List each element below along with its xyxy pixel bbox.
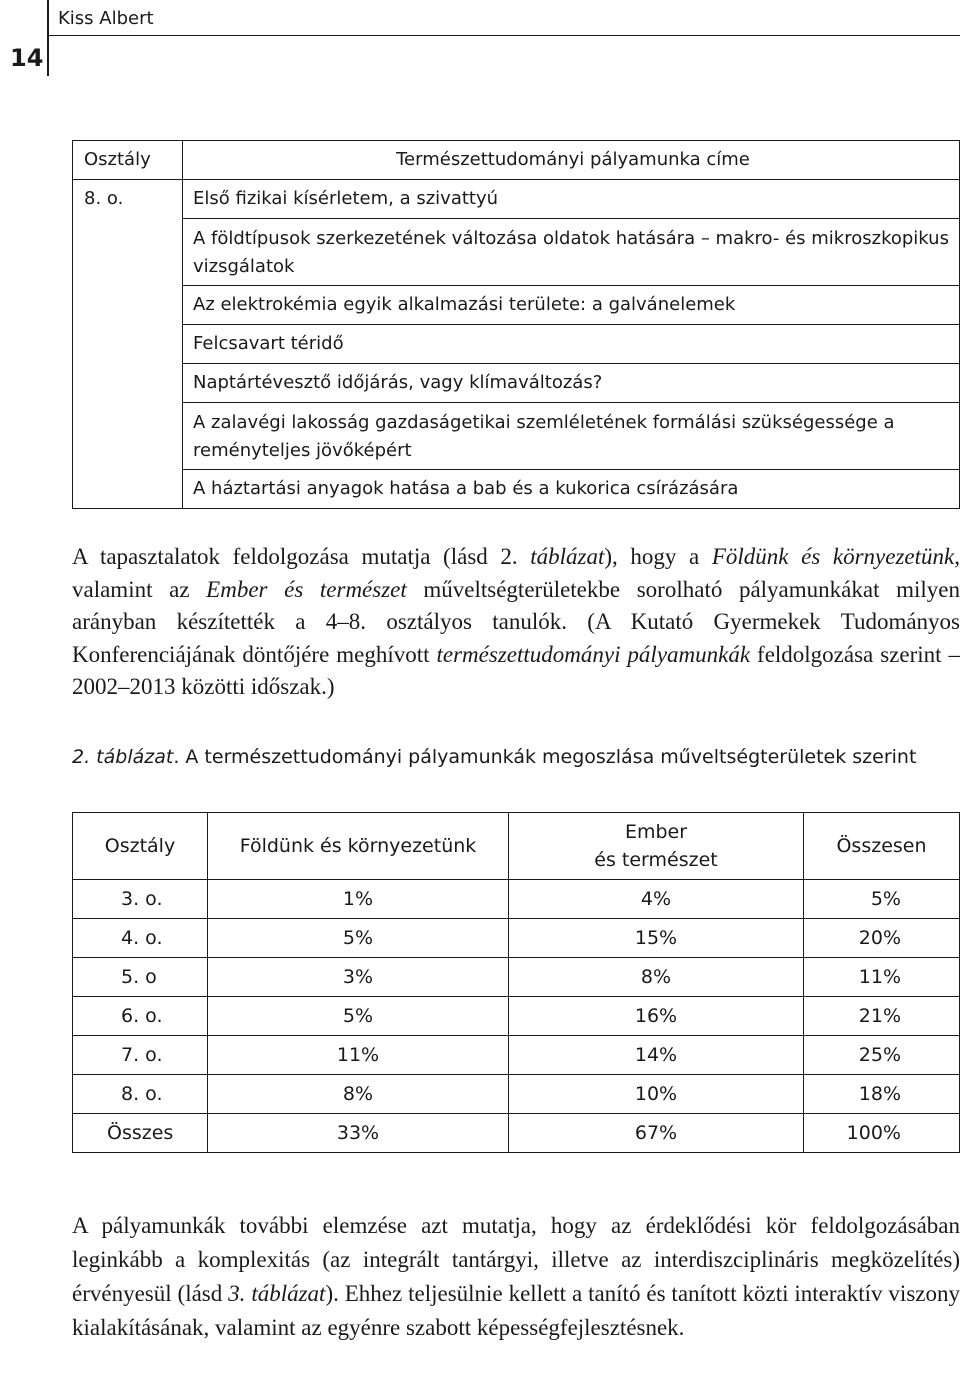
table-row bbox=[73, 1075, 960, 1114]
title-cell: Az elektrokémia egyik alkalmazási területe: a galvánelemek bbox=[183, 286, 960, 325]
earth-cell: 8% bbox=[208, 1075, 509, 1114]
table-row bbox=[73, 219, 960, 286]
running-header-author: Kiss Albert bbox=[58, 8, 154, 29]
body-paragraph-2 bbox=[72, 1209, 960, 1345]
italic-run: Földünk és környezetünk bbox=[711, 544, 955, 569]
header-horizontal-rule bbox=[47, 35, 960, 36]
total-cell: 100% bbox=[804, 1114, 960, 1153]
header-line: és természet bbox=[594, 849, 718, 871]
text-run: A tapasztalatok feldolgozása mutatja (lásd 2. bbox=[72, 544, 531, 569]
total-cell: 21% bbox=[804, 997, 960, 1036]
table-row bbox=[73, 286, 960, 325]
table-caption bbox=[72, 746, 916, 768]
table-row bbox=[73, 403, 960, 470]
header-line: Ember bbox=[624, 821, 688, 843]
earth-cell: 11% bbox=[208, 1036, 509, 1075]
table-row bbox=[73, 180, 960, 219]
total-cell: 18% bbox=[804, 1075, 960, 1114]
text-run: , valamint az bbox=[72, 544, 960, 602]
table-row bbox=[73, 1114, 960, 1153]
title-cell: Felcsavart téridő bbox=[183, 325, 960, 364]
text-run: A pályamunkák további elemzése azt mutatja, hogy az érdeklődési kör feldolgozásában leginkább a komplexitás (az integrált tantárgyi, illetve az interdiszciplináris megközelítés) érvényesül (lásd bbox=[72, 1213, 960, 1306]
italic-run: Ember és természet bbox=[206, 576, 407, 602]
total-cell: 5% bbox=[804, 880, 960, 919]
text-run: feldolgozása szerint – 2002–2013 közötti időszak.) bbox=[72, 641, 960, 699]
table-row bbox=[73, 880, 960, 919]
column-header-title: Természettudományi pályamunka címe bbox=[183, 141, 960, 180]
human-nature-cell: 8% bbox=[509, 958, 804, 997]
caption-label: 2. táblázat bbox=[72, 746, 174, 768]
human-nature-cell: 67% bbox=[509, 1114, 804, 1153]
page-number: 14 bbox=[10, 44, 44, 72]
earth-cell: 1% bbox=[208, 880, 509, 919]
italic-run: táblázat bbox=[530, 544, 605, 569]
earth-cell: 33% bbox=[208, 1114, 509, 1153]
column-header-class: Osztály bbox=[73, 141, 183, 180]
earth-cell: 3% bbox=[208, 958, 509, 997]
title-cell: Első fizikai kísérletem, a szivattyú bbox=[183, 180, 960, 219]
human-nature-cell: 14% bbox=[509, 1036, 804, 1075]
title-cell: A zalavégi lakosság gazdaságetikai szemléletének formálási szükségessége a reményteljes jövőképért bbox=[183, 403, 960, 470]
column-header-class: Osztály bbox=[73, 813, 208, 880]
column-header-earth: Földünk és környezetünk bbox=[208, 813, 509, 880]
table-header-row bbox=[73, 813, 960, 880]
class-cell: 7. o. bbox=[73, 1036, 208, 1075]
title-cell: A földtípusok szerkezetének változása oldatok hatására – makro- és mikroszkopikus vizsgálatok bbox=[183, 219, 960, 286]
table-row bbox=[73, 325, 960, 364]
earth-cell: 5% bbox=[208, 919, 509, 958]
text-run: műveltségterületekbe sorolható pályamunkákat milyen arányban készítették a 4–8. osztályos tanulók. (A Kutató Gyermekek Tudományos Konferenciájának döntőjére meghívott bbox=[72, 576, 960, 667]
earth-cell: 5% bbox=[208, 997, 509, 1036]
class-cell: 6. o. bbox=[73, 997, 208, 1036]
human-nature-cell: 15% bbox=[509, 919, 804, 958]
class-cell: 5. o bbox=[73, 958, 208, 997]
header-vertical-rule bbox=[47, 0, 49, 76]
title-cell: Naptártévesztő időjárás, vagy klímaváltozás? bbox=[183, 364, 960, 403]
human-nature-cell: 4% bbox=[509, 880, 804, 919]
caption-text: . A természettudományi pályamunkák megoszlása műveltségterületek szerint bbox=[173, 746, 917, 768]
table-row bbox=[73, 958, 960, 997]
title-cell: A háztartási anyagok hatása a bab és a kukorica csírázására bbox=[183, 470, 960, 509]
text-run: ). Ehhez teljesülnie kellett a tanító és tanított közti interaktív viszony kialakításának, valamint az egyénre szabott képességfejlesztésnek. bbox=[72, 1281, 960, 1340]
class-cell: 4. o. bbox=[73, 919, 208, 958]
class-cell: 8. o. bbox=[73, 180, 183, 509]
body-paragraph-1 bbox=[72, 541, 960, 704]
class-cell: 3. o. bbox=[73, 880, 208, 919]
text-run: ), hogy a bbox=[604, 544, 712, 569]
projects-title-table bbox=[72, 140, 960, 509]
table-row bbox=[73, 364, 960, 403]
table-row bbox=[73, 1036, 960, 1075]
human-nature-cell: 16% bbox=[509, 997, 804, 1036]
distribution-table bbox=[72, 812, 960, 1153]
table-row bbox=[73, 997, 960, 1036]
class-cell: Összes bbox=[73, 1114, 208, 1153]
total-cell: 20% bbox=[804, 919, 960, 958]
total-cell: 25% bbox=[804, 1036, 960, 1075]
class-cell: 8. o. bbox=[73, 1075, 208, 1114]
table-row bbox=[73, 470, 960, 509]
human-nature-cell: 10% bbox=[509, 1075, 804, 1114]
table-body bbox=[73, 880, 960, 1153]
column-header-total: Összesen bbox=[804, 813, 960, 880]
table-row bbox=[73, 919, 960, 958]
column-header-human-nature bbox=[509, 813, 804, 880]
total-cell: 11% bbox=[804, 958, 960, 997]
table-header-row bbox=[73, 141, 960, 180]
italic-run: 3. táblázat bbox=[228, 1281, 326, 1306]
italic-run: természettudományi pályamunkák bbox=[436, 641, 751, 667]
